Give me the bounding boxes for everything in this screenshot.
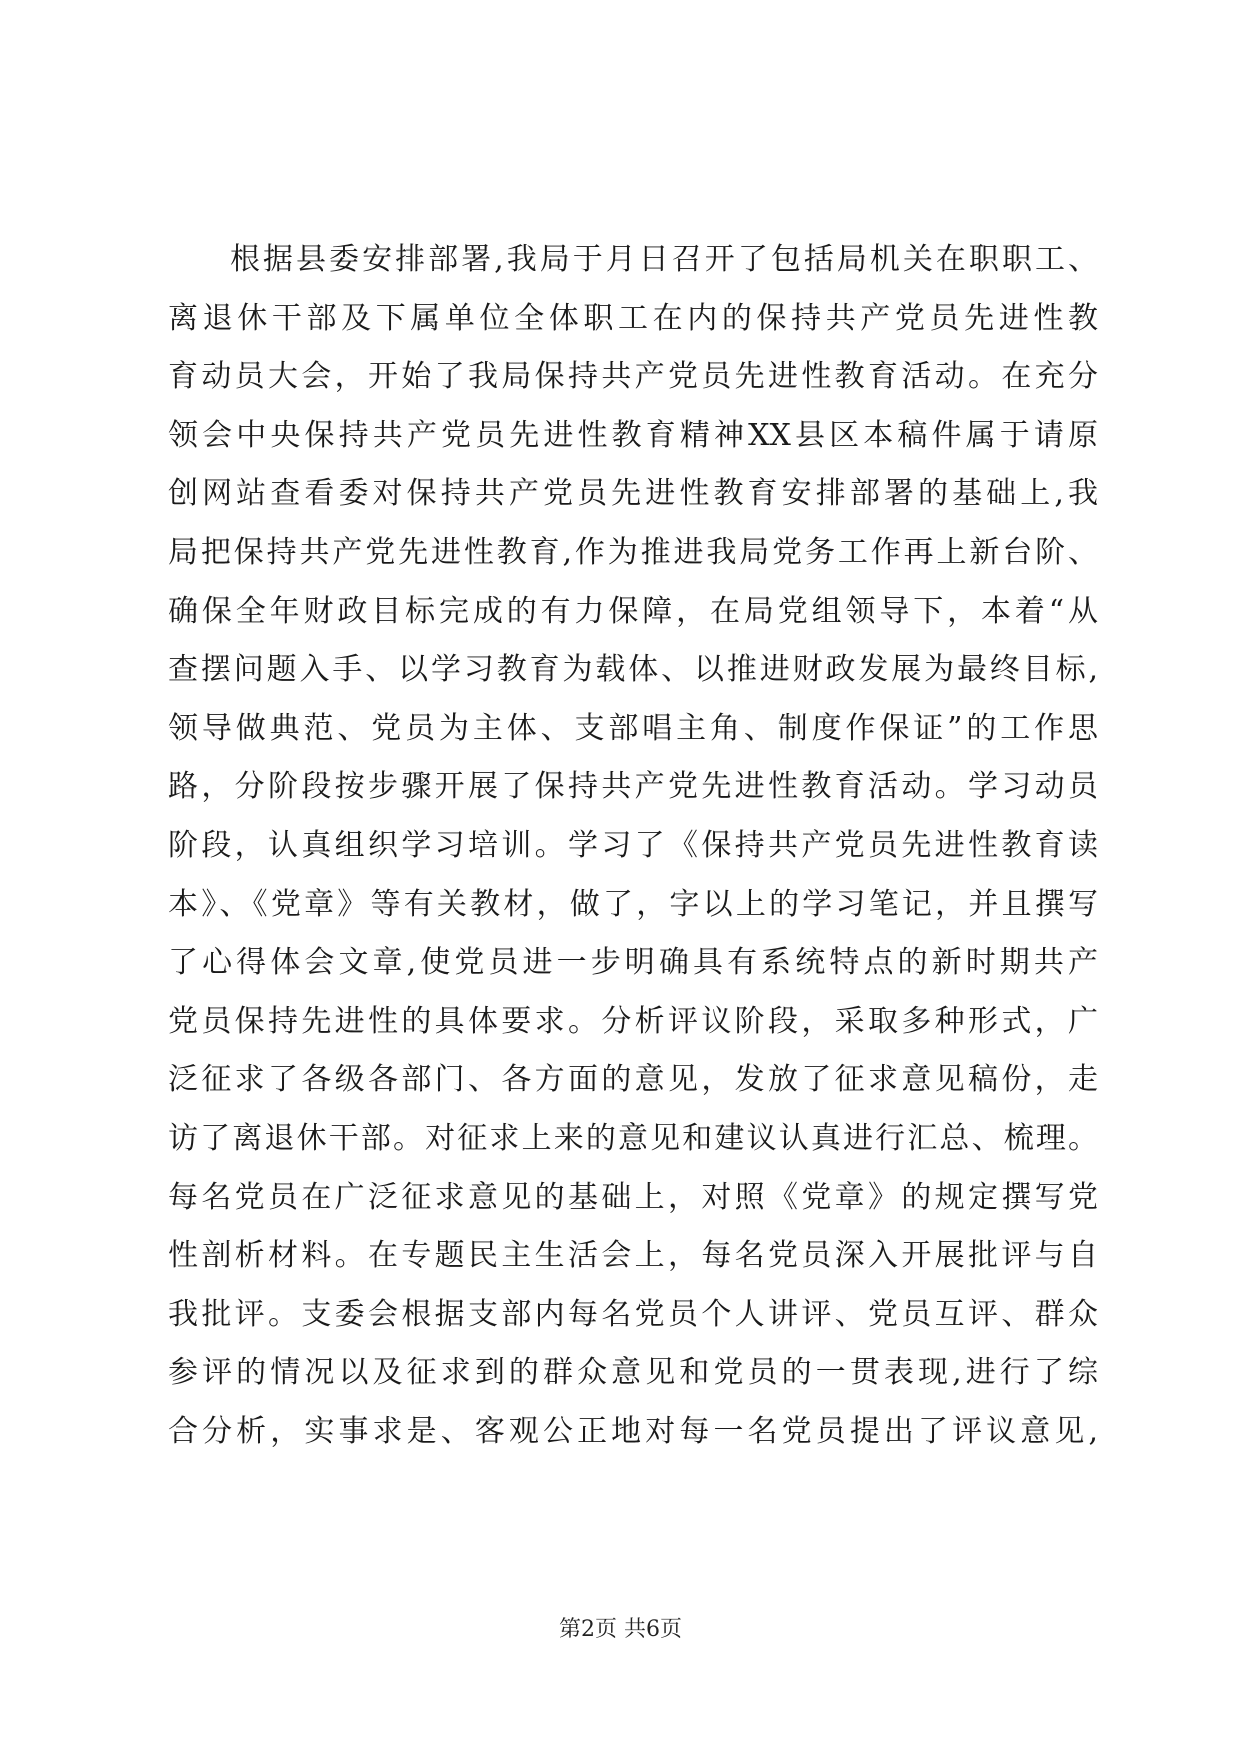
paragraph-line: 合分析，实事求是、客观公正地对每一名党员提出了评议意见, xyxy=(168,1413,1098,1449)
paragraph-line: 创网站查看委对保持共产党员先进性教育安排部署的基础上,我 xyxy=(168,476,1098,512)
paragraph-line: 性剖析材料。在专题民主生活会上，每名党员深入开展批评与自 xyxy=(168,1238,1098,1274)
paragraph-line: 离退休干部及下属单位全体职工在内的保持共产党员先进性教 xyxy=(168,300,1098,336)
paragraph-line: 本》、《党章》等有关教材，做了，字以上的学习笔记，并且撰写 xyxy=(168,886,1098,922)
paragraph-line: 领会中央保持共产党员先进性教育精神XX县区本稿件属于请原 xyxy=(168,417,1098,453)
paragraph-line: 访了离退休干部。对征求上来的意见和建议认真进行汇总、梳理。 xyxy=(168,1120,1098,1156)
paragraph-line: 局把保持共产党先进性教育,作为推进我局党务工作再上新台阶、 xyxy=(168,534,1098,570)
paragraph-line: 了心得体会文章,使党员进一步明确具有系统特点的新时期共产 xyxy=(168,945,1098,981)
paragraph-line: 参评的情况以及征求到的群众意见和党员的一贯表现,进行了综 xyxy=(168,1355,1098,1391)
paragraph-line: 党员保持先进性的具体要求。分析评议阶段，采取多种形式，广 xyxy=(168,1003,1098,1039)
paragraph-line: 我批评。支委会根据支部内每名党员个人讲评、党员互评、群众 xyxy=(168,1296,1098,1332)
page-number-footer: 第2页 共6页 xyxy=(559,1617,682,1642)
paragraph-line: 每名党员在广泛征求意见的基础上，对照《党章》的规定撰写党 xyxy=(168,1179,1098,1215)
paragraph-line: 领导做典范、党员为主体、支部唱主角、制度作保证”的工作思 xyxy=(168,710,1098,746)
paragraph-line: 根据县委安排部署,我局于月日召开了包括局机关在职职工、 xyxy=(230,242,1098,277)
paragraph-line: 查摆问题入手、以学习教育为载体、以推进财政发展为最终目标, xyxy=(168,652,1098,688)
paragraph-line: 泛征求了各级各部门、各方面的意见，发放了征求意见稿份，走 xyxy=(168,1062,1098,1098)
paragraph-line: 阶段，认真组织学习培训。学习了《保持共产党员先进性教育读 xyxy=(168,827,1098,863)
paragraph-line: 育动员大会，开始了我局保持共产党员先进性教育活动。在充分 xyxy=(168,359,1098,395)
paragraph-line: 路，分阶段按步骤开展了保持共产党先进性教育活动。学习动员 xyxy=(168,769,1098,805)
paragraph-line: 确保全年财政目标完成的有力保障，在局党组领导下，本着“从 xyxy=(168,593,1098,629)
body-paragraph xyxy=(168,231,1098,1461)
